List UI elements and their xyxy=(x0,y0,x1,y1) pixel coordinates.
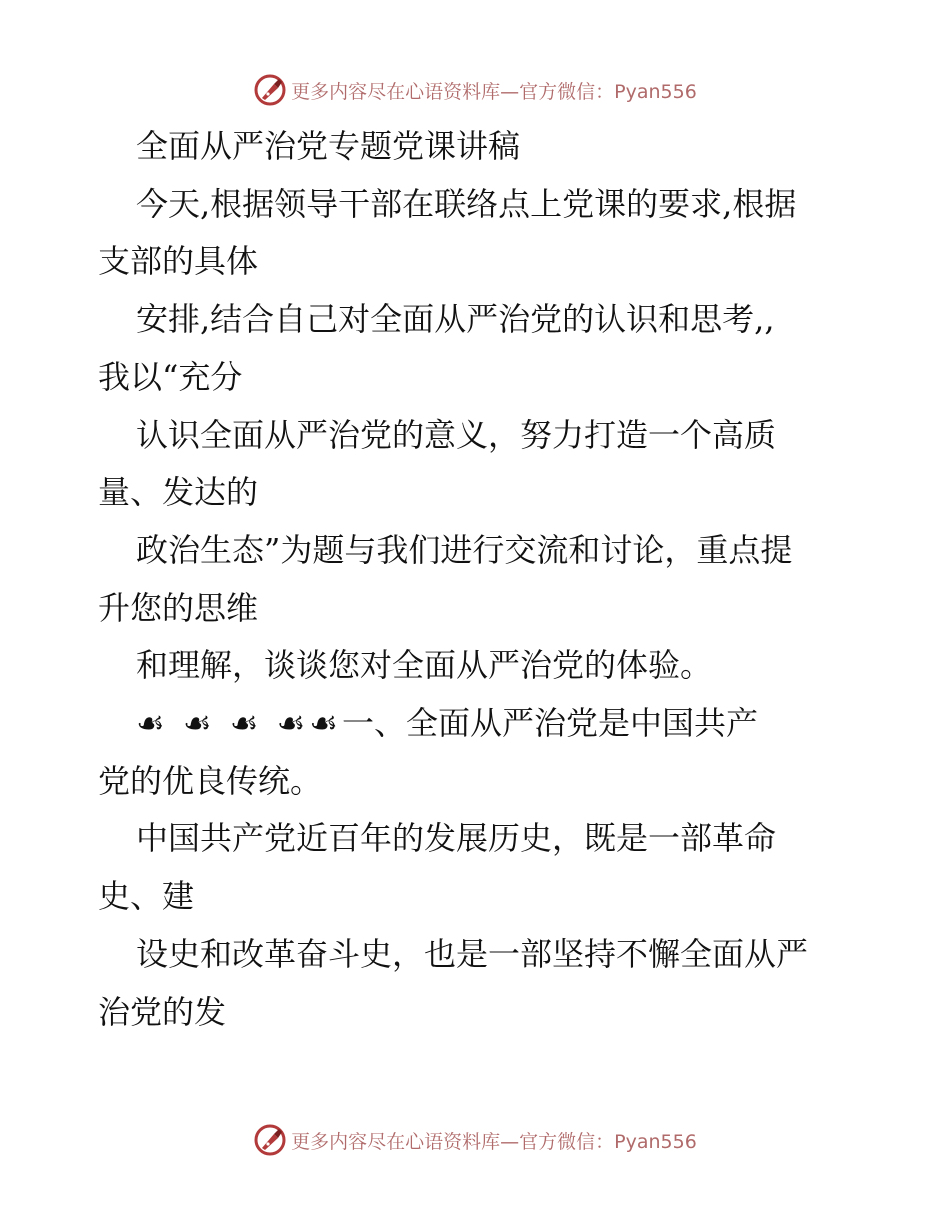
ornament-icon: ☙ ☙ ☙ ☙☙ xyxy=(136,704,342,743)
watermark-text: 更多内容尽在心语资料库—官方微信：Pyan556 xyxy=(291,80,697,103)
paragraph-line: 史、建 xyxy=(98,877,195,916)
paragraph-line: 和理解，谈谈您对全面从严治党的体验。 xyxy=(136,646,713,685)
paragraph-line: 中国共产党近百年的发展历史，既是一部革命 xyxy=(136,819,777,858)
paragraph-line: 安排,结合自己对全面从严治党的认识和思考,, xyxy=(136,300,775,339)
paragraph-line: 政治生态”为题与我们进行交流和讨论，重点提 xyxy=(136,530,793,569)
paragraph-line: 支部的具体 xyxy=(98,242,259,281)
section-heading-continuation: 党的优良传统。 xyxy=(98,761,323,800)
paragraph-line: 量、发达的 xyxy=(98,473,259,512)
paragraph-line: 认识全面从严治党的意义，努力打造一个高质 xyxy=(136,415,777,454)
paragraph-line: 升您的思维 xyxy=(98,588,259,627)
section-heading: ☙ ☙ ☙ ☙☙一、全面从严治党是中国共产 xyxy=(136,704,758,743)
document-body xyxy=(98,118,858,1041)
pen-nib-logo-icon xyxy=(253,1123,287,1157)
paragraph-line: 我以“充分 xyxy=(98,357,243,396)
pen-nib-logo-icon xyxy=(253,73,287,107)
footer-watermark xyxy=(0,1120,950,1160)
document-title: 全面从严治党专题党课讲稿 xyxy=(136,127,521,165)
paragraph-line: 设史和改革奋斗史，也是一部坚持不懈全面从严 xyxy=(136,934,809,973)
paragraph-line: 今天,根据领导干部在联络点上党课的要求,根据 xyxy=(136,184,797,223)
paragraph-line: 治党的发 xyxy=(98,992,227,1031)
header-watermark xyxy=(0,70,950,110)
watermark-text: 更多内容尽在心语资料库—官方微信：Pyan556 xyxy=(291,1130,697,1153)
